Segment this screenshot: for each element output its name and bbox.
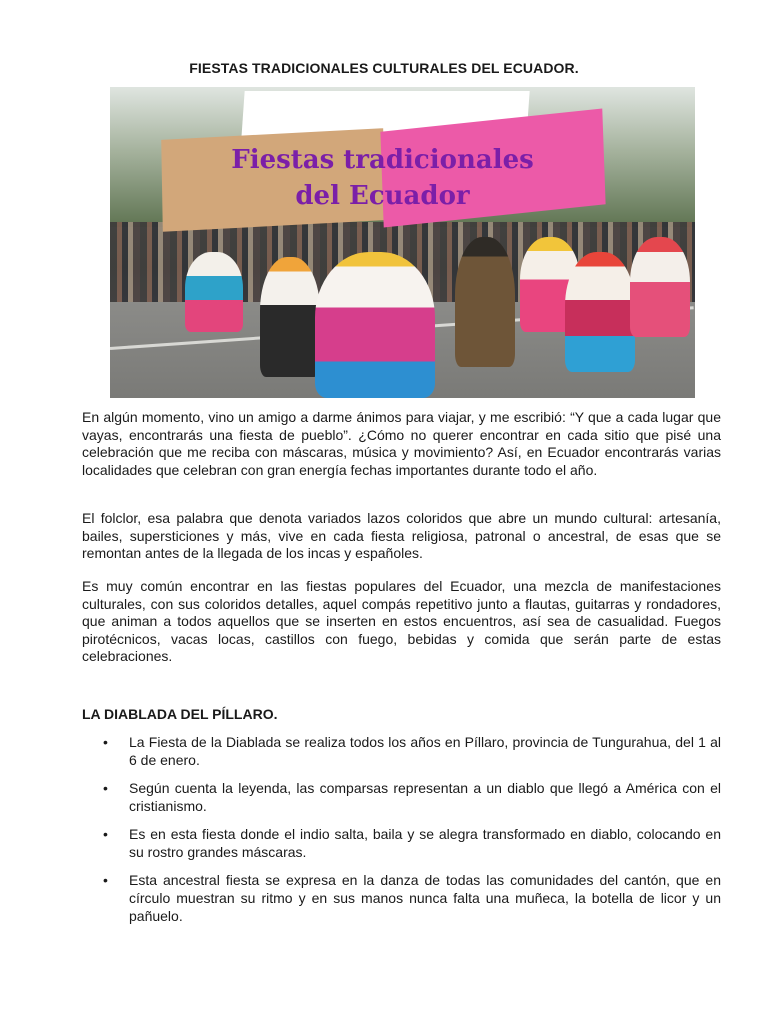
banner-title-line2: del Ecuador — [295, 181, 470, 211]
section-title-diablada: LA DIABLADA DEL PÍLLARO. — [82, 706, 278, 722]
dancer-figure — [630, 237, 690, 337]
list-item-text: Esta ancestral fiesta se expresa en la danza de todas las comunidades del cantón, que en círculo muestran su ritmo y en sus manos nunca falta una muñeca, la botella de licor y un pañuelo. — [129, 872, 721, 924]
paragraph-folclor: El folclor, esa palabra que denota variados lazos coloridos que abre un mundo cultural: artesanía, bailes, supersticiones y más, vive en cada fiesta religiosa, patronal o ancestral, de esas que se remontan antes de la llegada de los incas y españoles. — [82, 510, 721, 561]
list-item-text: Según cuenta la leyenda, las comparsas representan a un diablo que llegó a América con el cristianismo. — [129, 780, 721, 814]
list-item — [82, 733, 721, 769]
dancer-figure — [315, 252, 435, 398]
bullet-icon: • — [103, 872, 108, 888]
banner-title-line1: Fiestas tradicionales — [231, 145, 534, 175]
diablada-bullet-list — [82, 733, 721, 935]
list-item — [82, 825, 721, 861]
list-item — [82, 871, 721, 925]
list-item-text: Es en esta fiesta donde el indio salta, baila y se alegra transformado en diablo, colocando en su rostro grandes máscaras. — [129, 826, 721, 860]
paragraph-intro: En algún momento, vino un amigo a darme ánimos para viajar, y me escribió: “Y que a cada lugar que vayas, encontrarás una fiesta de pueblo”. ¿Cómo no querer encontrar en cada sitio que pisé una celebración que me reciba con máscaras, música y movimiento? Así, en Ecuador encontrarás varias localidades que celebran con gran energía fechas importantes durante todo el año. — [82, 409, 721, 478]
bullet-icon: • — [103, 826, 108, 842]
dancer-figure — [260, 257, 320, 377]
bullet-icon: • — [103, 734, 108, 750]
document-title: FIESTAS TRADICIONALES CULTURALES DEL ECUADOR. — [189, 60, 579, 76]
list-item — [82, 779, 721, 815]
paragraph-fiestas-populares: Es muy común encontrar en las fiestas populares del Ecuador, una mezcla de manifestaciones culturales, con sus coloridos detalles, aquel compás repetitivo junto a flautas, guitarras y rondadores, que animan a todos aquellos que se inserten en estos encuentros, así sea de casualidad. Fuegos pirotécnicos, vacas locas, castillos con fuego, bebidas y comida que serán parte de estas celebraciones. — [82, 578, 721, 664]
bullet-icon: • — [103, 780, 108, 796]
dancer-figure — [455, 237, 515, 367]
list-item-text: La Fiesta de la Diablada se realiza todos los años en Píllaro, provincia de Tungurahua, del 1 al 6 de enero. — [129, 734, 721, 768]
dancer-figure — [185, 252, 243, 332]
dancer-figure — [565, 252, 635, 372]
festival-banner-image — [110, 87, 695, 398]
banner-title — [170, 142, 595, 214]
